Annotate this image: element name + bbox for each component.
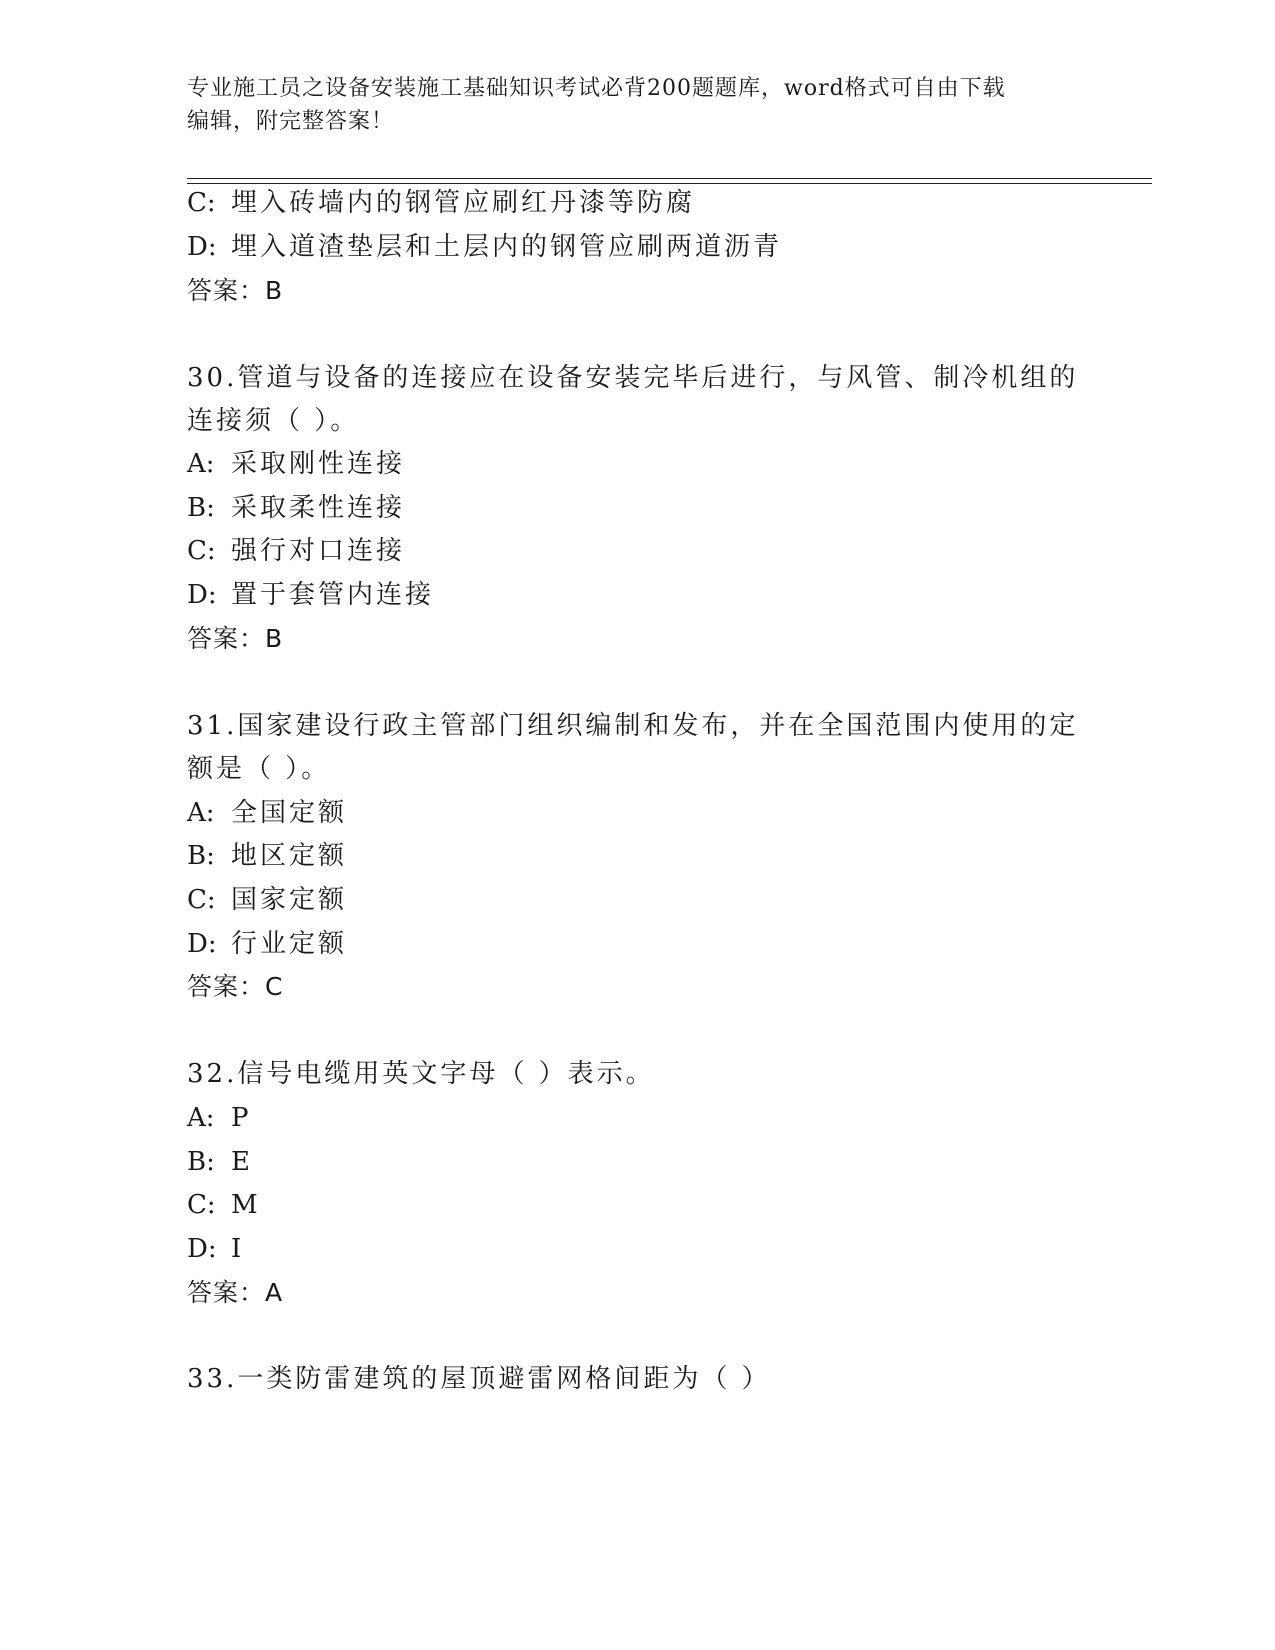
question-33-stem: 33.一类防雷建筑的屋顶避雷网格间距为（ ） — [187, 1364, 771, 1394]
document-header — [187, 72, 1067, 138]
option-key: B: — [187, 1147, 215, 1177]
option-key: D: — [187, 580, 217, 610]
option-b — [187, 493, 405, 523]
question-31-stem-line-2: 额是（ ）。 — [187, 754, 331, 784]
option-key: A: — [187, 1103, 215, 1133]
option-key: D: — [187, 232, 217, 262]
option-key: D: — [187, 1234, 217, 1264]
option-d — [187, 1234, 244, 1264]
answer: 答案：A — [187, 1278, 284, 1307]
question-31-stem-line-1: 31.国家建设行政主管部门组织编制和发布，并在全国范围内使用的定 — [187, 711, 1079, 741]
option-key: B: — [187, 841, 215, 871]
option-c — [187, 1190, 261, 1220]
option-key: B: — [187, 493, 215, 523]
option-text: 置于套管内连接 — [231, 580, 435, 610]
option-key: C: — [187, 536, 216, 566]
header-line-1: 专业施工员之设备安装施工基础知识考试必背200题题库，word格式可自由下载 — [187, 76, 1006, 101]
option-text: 行业定额 — [231, 929, 348, 959]
option-text: 采取刚性连接 — [231, 449, 406, 479]
option-text: I — [231, 1234, 245, 1264]
option-text: 全国定额 — [231, 798, 348, 828]
option-key: C: — [187, 1190, 216, 1220]
option-key: C: — [187, 188, 216, 218]
option-a — [187, 1103, 252, 1133]
option-text: P — [231, 1103, 252, 1133]
option-d — [187, 232, 782, 262]
option-c — [187, 188, 695, 218]
option-b — [187, 841, 347, 871]
option-text: 采取柔性连接 — [231, 493, 406, 523]
option-text: 地区定额 — [231, 841, 348, 871]
option-text: 埋入砖墙内的钢管应刷红丹漆等防腐 — [231, 188, 696, 218]
option-a — [187, 449, 405, 479]
question-30-stem-line-1: 30.管道与设备的连接应在设备安装完毕后进行，与风管、制冷机组的 — [187, 363, 1079, 393]
option-d — [187, 929, 347, 959]
option-key: D: — [187, 929, 217, 959]
header-divider-top — [187, 178, 1152, 179]
option-key: A: — [187, 798, 215, 828]
option-text: E — [231, 1147, 253, 1177]
option-key: A: — [187, 449, 215, 479]
option-text: M — [231, 1190, 261, 1220]
option-a — [187, 798, 347, 828]
header-divider-bottom — [187, 183, 1152, 184]
question-32-stem: 32.信号电缆用英文字母（ ）表示。 — [187, 1059, 655, 1089]
header-line-2: 编辑，附完整答案！ — [187, 109, 395, 134]
option-text: 国家定额 — [231, 885, 348, 915]
option-d — [187, 580, 434, 610]
question-30-stem-line-2: 连接须（ ）。 — [187, 406, 360, 436]
option-text: 埋入道渣垫层和土层内的钢管应刷两道沥青 — [231, 232, 783, 262]
answer: 答案：B — [187, 624, 284, 653]
option-c — [187, 885, 347, 915]
answer: 答案：B — [187, 276, 284, 305]
option-key: C: — [187, 885, 216, 915]
answer: 答案：C — [187, 972, 284, 1001]
option-text: 强行对口连接 — [231, 536, 406, 566]
option-b — [187, 1147, 253, 1177]
option-c — [187, 536, 405, 566]
